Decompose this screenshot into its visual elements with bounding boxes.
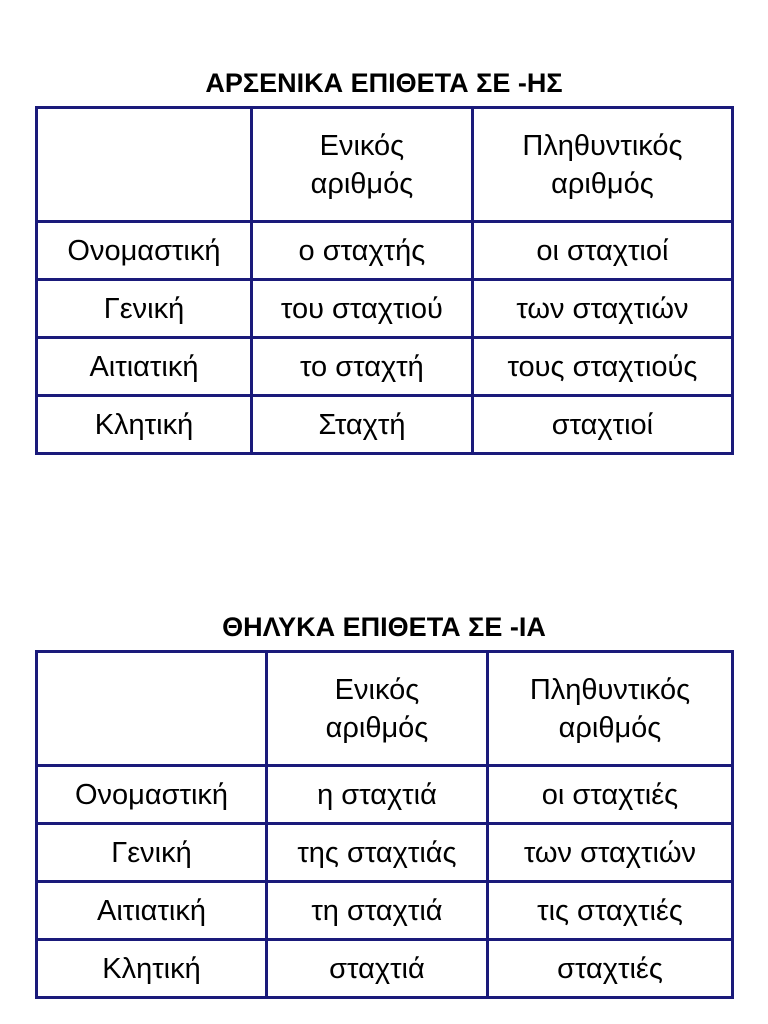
case-cell: Ονομαστική [37, 222, 252, 280]
case-cell: Κλητική [37, 396, 252, 454]
plural-header [472, 108, 732, 222]
feminine-title: ΘΗΛΥΚΑ ΕΠΙΘΕΤΑ ΣΕ -ΙΑ [222, 612, 546, 642]
plural-cell: σταχτιές [487, 940, 732, 998]
empty-corner-cell [37, 108, 252, 222]
case-cell: Γενική [37, 280, 252, 338]
masculine-title: ΑΡΣΕΝΙΚΑ ΕΠΙΘΕΤΑ ΣΕ -ΗΣ [205, 68, 563, 98]
table-row [37, 882, 733, 940]
table-header-row [37, 108, 733, 222]
singular-header-line1: Ενικός [319, 129, 405, 162]
empty-corner-cell [37, 652, 267, 766]
singular-cell: τη σταχτιά [266, 882, 487, 940]
feminine-declension-table [35, 650, 734, 999]
case-cell: Αιτιατική [37, 882, 267, 940]
singular-cell: σταχτιά [266, 940, 487, 998]
singular-cell: το σταχτή [251, 338, 472, 396]
masculine-declension-table [35, 106, 734, 455]
plural-cell: οι σταχτιοί [472, 222, 732, 280]
table-row [37, 222, 733, 280]
plural-cell: τους σταχτιούς [472, 338, 732, 396]
plural-cell: σταχτιοί [472, 396, 732, 454]
singular-cell: του σταχτιού [251, 280, 472, 338]
table-row [37, 338, 733, 396]
plural-cell: των σταχτιών [487, 824, 732, 882]
singular-cell: η σταχτιά [266, 766, 487, 824]
case-cell: Αιτιατική [37, 338, 252, 396]
plural-header [487, 652, 732, 766]
plural-cell: των σταχτιών [472, 280, 732, 338]
case-cell: Ονομαστική [37, 766, 267, 824]
singular-header-line2: αριθμός [325, 711, 429, 744]
singular-header-line1: Ενικός [334, 673, 420, 706]
case-cell: Γενική [37, 824, 267, 882]
plural-header-line1: Πληθυντικός [522, 129, 683, 162]
table-row [37, 940, 733, 998]
singular-header-line2: αριθμός [310, 167, 414, 200]
table-row [37, 396, 733, 454]
table-row [37, 766, 733, 824]
table-header-row [37, 652, 733, 766]
plural-header-line2: αριθμός [558, 711, 662, 744]
plural-header-line2: αριθμός [551, 167, 654, 200]
singular-cell: της σταχτιάς [266, 824, 487, 882]
singular-cell: Σταχτή [251, 396, 472, 454]
singular-header [251, 108, 472, 222]
plural-cell: τις σταχτιές [487, 882, 732, 940]
plural-header-line1: Πληθυντικός [529, 673, 691, 706]
plural-cell: οι σταχτιές [487, 766, 732, 824]
singular-cell: ο σταχτής [251, 222, 472, 280]
case-cell: Κλητική [37, 940, 267, 998]
singular-header [266, 652, 487, 766]
table-row [37, 824, 733, 882]
table-row [37, 280, 733, 338]
